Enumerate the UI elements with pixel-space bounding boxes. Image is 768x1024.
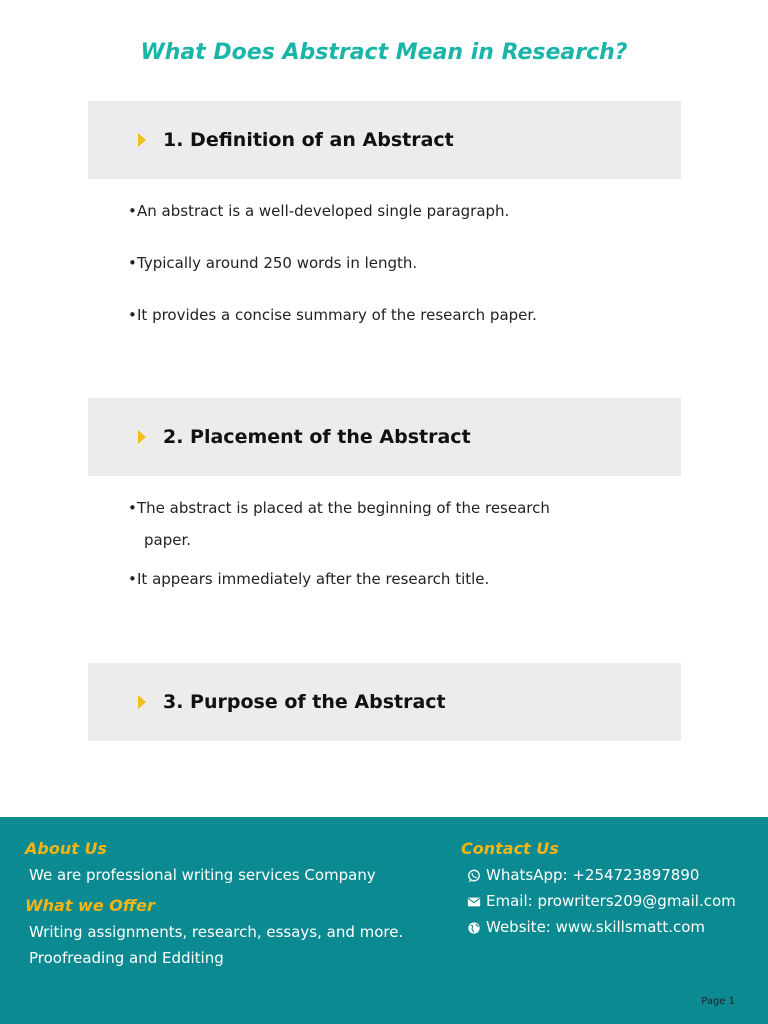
about-text: We are professional writing services Company xyxy=(29,866,376,884)
list-item: •It appears immediately after the research title. xyxy=(128,570,490,588)
caret-right-icon xyxy=(138,430,146,444)
footer xyxy=(0,817,768,1024)
globe-icon xyxy=(467,921,481,935)
whatsapp-icon xyxy=(467,869,481,883)
list-item: •The abstract is placed at the beginning of the research xyxy=(128,499,550,517)
list-item: •It provides a concise summary of the research paper. xyxy=(128,306,537,324)
section-title: 1. Definition of an Abstract xyxy=(163,129,454,151)
email-text[interactable]: Email: prowriters209@gmail.com xyxy=(486,892,736,910)
list-item: •An abstract is a well-developed single paragraph. xyxy=(128,202,510,220)
page-title: What Does Abstract Mean in Research? xyxy=(140,40,628,65)
caret-right-icon xyxy=(138,695,146,709)
section-header-definition xyxy=(88,101,681,179)
offer-line: Writing assignments, research, essays, and more. xyxy=(29,923,404,941)
page-number: Page 1 xyxy=(701,996,735,1007)
list-item-continuation: paper. xyxy=(144,531,192,549)
contact-heading: Contact Us xyxy=(461,839,559,858)
caret-right-icon xyxy=(138,133,146,147)
section-header-purpose xyxy=(88,663,681,741)
offer-line: Proofreading and Edditing xyxy=(29,949,224,967)
about-heading: About Us xyxy=(25,839,107,858)
envelope-icon xyxy=(467,895,481,909)
whatsapp-text[interactable]: WhatsApp: +254723897890 xyxy=(486,866,700,884)
website-text[interactable]: Website: www.skillsmatt.com xyxy=(486,918,706,936)
section-title: 3. Purpose of the Abstract xyxy=(163,691,446,713)
section-header-placement xyxy=(88,398,681,476)
section-title: 2. Placement of the Abstract xyxy=(163,426,471,448)
list-item: •Typically around 250 words in length. xyxy=(128,254,418,272)
offer-heading: What we Offer xyxy=(25,896,155,915)
